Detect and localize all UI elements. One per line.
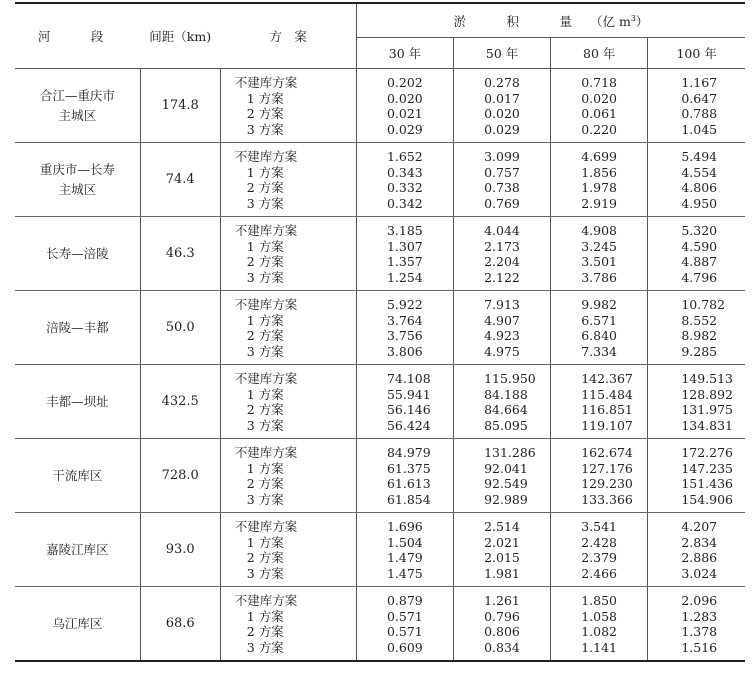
table-row [15, 587, 745, 662]
plan-label: 不建库方案 [234, 445, 298, 460]
distance-cell: 728.0 [140, 439, 220, 513]
deposit-value: 1.978 [581, 180, 617, 195]
river-section-name-line: 嘉陵江库区 [46, 541, 109, 557]
deposit-value: 0.017 [484, 90, 520, 106]
deposit-value: 133.366 [581, 491, 633, 507]
deposit-value: 1.082 [581, 624, 617, 639]
river-section-name-line: 涪陵—丰都 [46, 319, 109, 335]
deposit-value: 1.254 [386, 269, 423, 285]
river-section-name [15, 291, 140, 365]
plan-label: 2 方案 [246, 624, 284, 639]
deposit-value: 1.283 [681, 608, 718, 624]
deposit-value: 2.834 [681, 534, 718, 550]
deposit-value: 4.908 [581, 223, 617, 238]
deposit-value: 4.590 [681, 238, 718, 254]
plan-cell [220, 143, 356, 217]
plan-cell [220, 365, 356, 439]
plan-label: 3 方案 [246, 269, 284, 285]
deposit-value: 4.975 [484, 343, 520, 359]
deposit-value: 56.424 [386, 417, 431, 433]
plan-label: 1 方案 [246, 238, 284, 254]
plan-label: 1 方案 [246, 164, 284, 180]
deposit-value: 0.342 [386, 195, 423, 211]
deposit-value: 0.020 [581, 90, 617, 106]
deposit-value: 162.674 [581, 445, 633, 460]
deposit-value-cell [356, 217, 453, 291]
deposit-value-cell [454, 291, 551, 365]
deposit-value: 8.982 [681, 328, 718, 343]
deposit-value: 4.923 [484, 328, 520, 343]
deposit-value: 61.854 [386, 491, 431, 507]
deposit-value: 6.571 [581, 312, 617, 328]
deposit-value: 149.513 [681, 371, 734, 386]
table-row [15, 291, 745, 365]
deposit-value: 172.276 [681, 445, 734, 460]
plan-label: 1 方案 [246, 90, 284, 106]
deposit-value: 1.850 [581, 593, 617, 608]
river-section-name [15, 513, 140, 587]
deposit-value: 2.021 [484, 534, 520, 550]
deposit-value-cell [356, 143, 453, 217]
deposit-value: 0.769 [484, 195, 520, 211]
deposit-value: 147.235 [681, 460, 734, 476]
deposit-value: 129.230 [581, 476, 633, 491]
header-year-30: 30 年 [356, 38, 453, 69]
plan-label: 不建库方案 [234, 593, 298, 608]
deposit-unit: （亿 $m^3$） [590, 13, 649, 29]
deposit-value-cell [356, 365, 453, 439]
deposit-value: 61.375 [386, 460, 431, 476]
plan-label: 不建库方案 [234, 297, 298, 312]
deposit-value-cell [648, 365, 745, 439]
deposit-value: 5.320 [681, 223, 718, 238]
header-year-80: 80 年 [551, 38, 648, 69]
plan-label: 3 方案 [246, 121, 284, 137]
plan-label: 2 方案 [246, 402, 284, 417]
river-section-name-line: 合江—重庆市 [39, 87, 115, 103]
deposit-value: 127.176 [581, 460, 633, 476]
header-year-100: 100 年 [648, 38, 745, 69]
deposit-value: 2.173 [484, 238, 520, 254]
deposit-value: 3.099 [484, 149, 520, 164]
deposit-value: 10.782 [681, 297, 726, 312]
deposit-value: 0.647 [681, 90, 718, 106]
deposit-value-cell [454, 217, 551, 291]
plan-label: 1 方案 [246, 386, 284, 402]
plan-label: 2 方案 [246, 106, 284, 121]
plan-label: 3 方案 [246, 417, 284, 433]
plan-label: 2 方案 [246, 180, 284, 195]
deposit-value: 2.096 [681, 593, 718, 608]
deposit-value-cell [551, 365, 648, 439]
deposit-value: 3.185 [386, 223, 423, 238]
plan-cell [220, 217, 356, 291]
deposit-value: 0.029 [386, 121, 423, 137]
deposit-value: 0.718 [581, 75, 617, 90]
plan-label: 3 方案 [246, 195, 284, 211]
deposit-value: 2.122 [484, 269, 520, 285]
deposit-value-cell [454, 439, 551, 513]
deposit-value: 3.786 [581, 269, 617, 285]
deposit-value-cell [648, 217, 745, 291]
table-header [15, 3, 745, 69]
deposit-value-cell [356, 587, 453, 662]
river-section-name-line: 长寿—涪陵 [46, 245, 109, 261]
deposit-value: 128.892 [681, 386, 734, 402]
deposit-value: 4.887 [681, 254, 718, 269]
deposit-value: 0.029 [484, 121, 520, 137]
plan-label: 不建库方案 [234, 223, 298, 238]
deposit-value: 3.764 [386, 312, 423, 328]
plan-label: 不建库方案 [234, 371, 298, 386]
deposit-value: 4.907 [484, 312, 520, 328]
plan-cell [220, 439, 356, 513]
deposit-value: 2.015 [484, 550, 520, 565]
deposit-value: 85.095 [484, 417, 528, 433]
deposit-value: 2.466 [581, 565, 617, 581]
deposit-value-cell [648, 439, 745, 513]
deposit-value-cell [551, 513, 648, 587]
deposit-value: 3.541 [581, 519, 617, 534]
plan-cell [220, 69, 356, 143]
plan-label: 1 方案 [246, 608, 284, 624]
deposit-value: 92.041 [484, 460, 528, 476]
deposit-value: 7.913 [484, 297, 520, 312]
header-plan: 方 案 [220, 3, 356, 69]
deposit-value: 5.494 [681, 149, 718, 164]
deposit-value: 0.796 [484, 608, 520, 624]
table-body [15, 69, 745, 662]
river-section-name [15, 365, 140, 439]
header-year-50: 50 年 [454, 38, 551, 69]
deposit-value: 1.261 [484, 593, 520, 608]
table-row [15, 143, 745, 217]
deposit-value: 0.834 [484, 639, 520, 655]
deposit-value: 131.975 [681, 402, 734, 417]
deposit-value: 1.516 [681, 639, 718, 655]
deposit-value: 142.367 [581, 371, 633, 386]
table-row [15, 513, 745, 587]
plan-cell [220, 291, 356, 365]
deposit-value: 84.664 [484, 402, 528, 417]
deposit-value-cell [356, 69, 453, 143]
deposit-value-cell [356, 291, 453, 365]
deposit-value: 5.922 [386, 297, 423, 312]
deposit-value-cell [648, 69, 745, 143]
deposit-value: 74.108 [386, 371, 431, 386]
deposit-value-cell [551, 291, 648, 365]
river-section-name-line: 丰都—坝址 [46, 393, 109, 409]
distance-cell: 68.6 [140, 587, 220, 662]
deposit-value: 0.879 [386, 593, 423, 608]
deposit-value: 0.061 [581, 106, 617, 121]
deposit-value: 7.334 [581, 343, 617, 359]
deposit-value: 115.484 [581, 386, 633, 402]
deposit-value-cell [648, 291, 745, 365]
deposit-value: 8.552 [681, 312, 718, 328]
table-row [15, 217, 745, 291]
table-row [15, 439, 745, 513]
river-section-name-line: 主城区 [58, 181, 97, 197]
deposit-value: 1.856 [581, 164, 617, 180]
deposit-value: 84.188 [484, 386, 528, 402]
deposit-value: 0.278 [484, 75, 520, 90]
deposit-value: 0.571 [386, 608, 423, 624]
deposit-value: 4.699 [581, 149, 617, 164]
deposit-value: 0.571 [386, 624, 423, 639]
plan-label: 1 方案 [246, 534, 284, 550]
plan-label: 不建库方案 [234, 149, 298, 164]
deposit-value: 4.950 [681, 195, 718, 211]
plan-label: 3 方案 [246, 343, 284, 359]
deposit-value: 0.609 [386, 639, 423, 655]
deposit-value: 2.428 [581, 534, 617, 550]
header-distance: 间距（km) [140, 3, 220, 69]
deposit-value: 0.220 [581, 121, 617, 137]
plan-label: 1 方案 [246, 460, 284, 476]
deposit-value: 2.379 [581, 550, 617, 565]
deposit-value: 0.788 [681, 106, 718, 121]
deposit-value: 0.020 [386, 90, 423, 106]
deposit-value: 1.141 [581, 639, 617, 655]
river-section-name [15, 439, 140, 513]
deposit-value: 92.549 [484, 476, 528, 491]
deposit-value: 9.982 [581, 297, 617, 312]
plan-label: 2 方案 [246, 550, 284, 565]
plan-label: 2 方案 [246, 476, 284, 491]
plan-label: 1 方案 [246, 312, 284, 328]
table-row [15, 365, 745, 439]
deposit-value: 4.207 [681, 519, 718, 534]
deposit-value-cell [551, 217, 648, 291]
distance-cell: 46.3 [140, 217, 220, 291]
deposit-value: 2.204 [484, 254, 520, 269]
deposit-value: 1.045 [681, 121, 718, 137]
plan-label: 2 方案 [246, 254, 284, 269]
deposit-value: 1.475 [386, 565, 423, 581]
deposit-value: 131.286 [484, 445, 536, 460]
deposit-value: 3.806 [386, 343, 423, 359]
deposit-value-cell [454, 587, 551, 662]
deposit-value: 151.436 [681, 476, 734, 491]
deposit-value-cell [551, 587, 648, 662]
deposit-value-cell [551, 143, 648, 217]
table-row [15, 69, 745, 143]
plan-cell [220, 587, 356, 662]
deposit-value: 0.332 [386, 180, 423, 195]
deposit-value-cell [648, 587, 745, 662]
river-section-name [15, 217, 140, 291]
deposit-value: 1.479 [386, 550, 423, 565]
deposit-value: 1.652 [386, 149, 423, 164]
deposit-value: 84.979 [386, 445, 431, 460]
deposit-value-cell [648, 513, 745, 587]
deposit-value: 119.107 [581, 417, 633, 433]
deposit-value-cell [551, 69, 648, 143]
deposit-value: 0.806 [484, 624, 520, 639]
river-section-name [15, 587, 140, 662]
deposit-label: 淤 积 量 [453, 13, 587, 29]
deposit-value: 1.696 [386, 519, 423, 534]
plan-label: 3 方案 [246, 565, 284, 581]
deposit-value: 3.245 [581, 238, 617, 254]
deposit-value: 3.024 [681, 565, 718, 581]
plan-label: 3 方案 [246, 491, 284, 507]
plan-label: 3 方案 [246, 639, 284, 655]
deposit-value: 1.504 [386, 534, 423, 550]
deposit-value: 6.840 [581, 328, 617, 343]
deposit-value: 2.514 [484, 519, 520, 534]
deposition-table [15, 2, 745, 662]
header-deposit [356, 3, 745, 38]
deposit-value: 134.831 [681, 417, 734, 433]
deposit-value: 115.950 [484, 371, 536, 386]
deposit-value: 4.806 [681, 180, 718, 195]
deposit-value: 1.058 [581, 608, 617, 624]
deposit-value-cell [454, 365, 551, 439]
plan-label: 不建库方案 [234, 519, 298, 534]
deposit-value: 4.796 [681, 269, 718, 285]
deposit-value: 56.146 [386, 402, 431, 417]
river-section-name-line: 重庆市—长寿 [39, 161, 115, 177]
deposit-value-cell [356, 439, 453, 513]
distance-cell: 50.0 [140, 291, 220, 365]
deposit-value-cell [648, 143, 745, 217]
deposit-value: 1.307 [386, 238, 423, 254]
river-section-name [15, 143, 140, 217]
deposit-value: 9.285 [681, 343, 718, 359]
deposit-value: 2.886 [681, 550, 718, 565]
deposit-value: 55.941 [386, 386, 431, 402]
plan-label: 2 方案 [246, 328, 284, 343]
deposit-value: 61.613 [386, 476, 431, 491]
deposit-value-cell [454, 143, 551, 217]
deposit-value: 154.906 [681, 491, 734, 507]
deposit-value: 1.981 [484, 565, 520, 581]
distance-cell: 174.8 [140, 69, 220, 143]
deposit-value: 0.757 [484, 164, 520, 180]
deposit-value-cell [551, 439, 648, 513]
deposit-value: 0.738 [484, 180, 520, 195]
plan-label: 不建库方案 [234, 75, 298, 90]
deposit-value: 0.020 [484, 106, 520, 121]
deposit-value: 2.919 [581, 195, 617, 211]
deposit-value: 92.989 [484, 491, 528, 507]
deposit-value: 4.554 [681, 164, 718, 180]
deposit-value-cell [356, 513, 453, 587]
deposit-value: 1.167 [681, 75, 718, 90]
header-river: 河 段 [15, 3, 140, 69]
deposit-value: 4.044 [484, 223, 520, 238]
deposit-value: 0.343 [386, 164, 423, 180]
deposit-value: 116.851 [581, 402, 633, 417]
river-section-name-line: 主城区 [58, 107, 97, 123]
distance-cell: 74.4 [140, 143, 220, 217]
deposit-value: 3.756 [386, 328, 423, 343]
deposit-value: 0.202 [386, 75, 423, 90]
river-section-name [15, 69, 140, 143]
distance-cell: 93.0 [140, 513, 220, 587]
river-section-name-line: 乌江库区 [52, 615, 103, 631]
deposit-value: 1.378 [681, 624, 718, 639]
distance-cell: 432.5 [140, 365, 220, 439]
deposit-value-cell [454, 513, 551, 587]
plan-cell [220, 513, 356, 587]
deposit-value: 3.501 [581, 254, 617, 269]
river-section-name-line: 干流库区 [52, 467, 103, 483]
deposit-value-cell [454, 69, 551, 143]
deposit-value: 0.021 [386, 106, 423, 121]
deposit-value: 1.357 [386, 254, 423, 269]
